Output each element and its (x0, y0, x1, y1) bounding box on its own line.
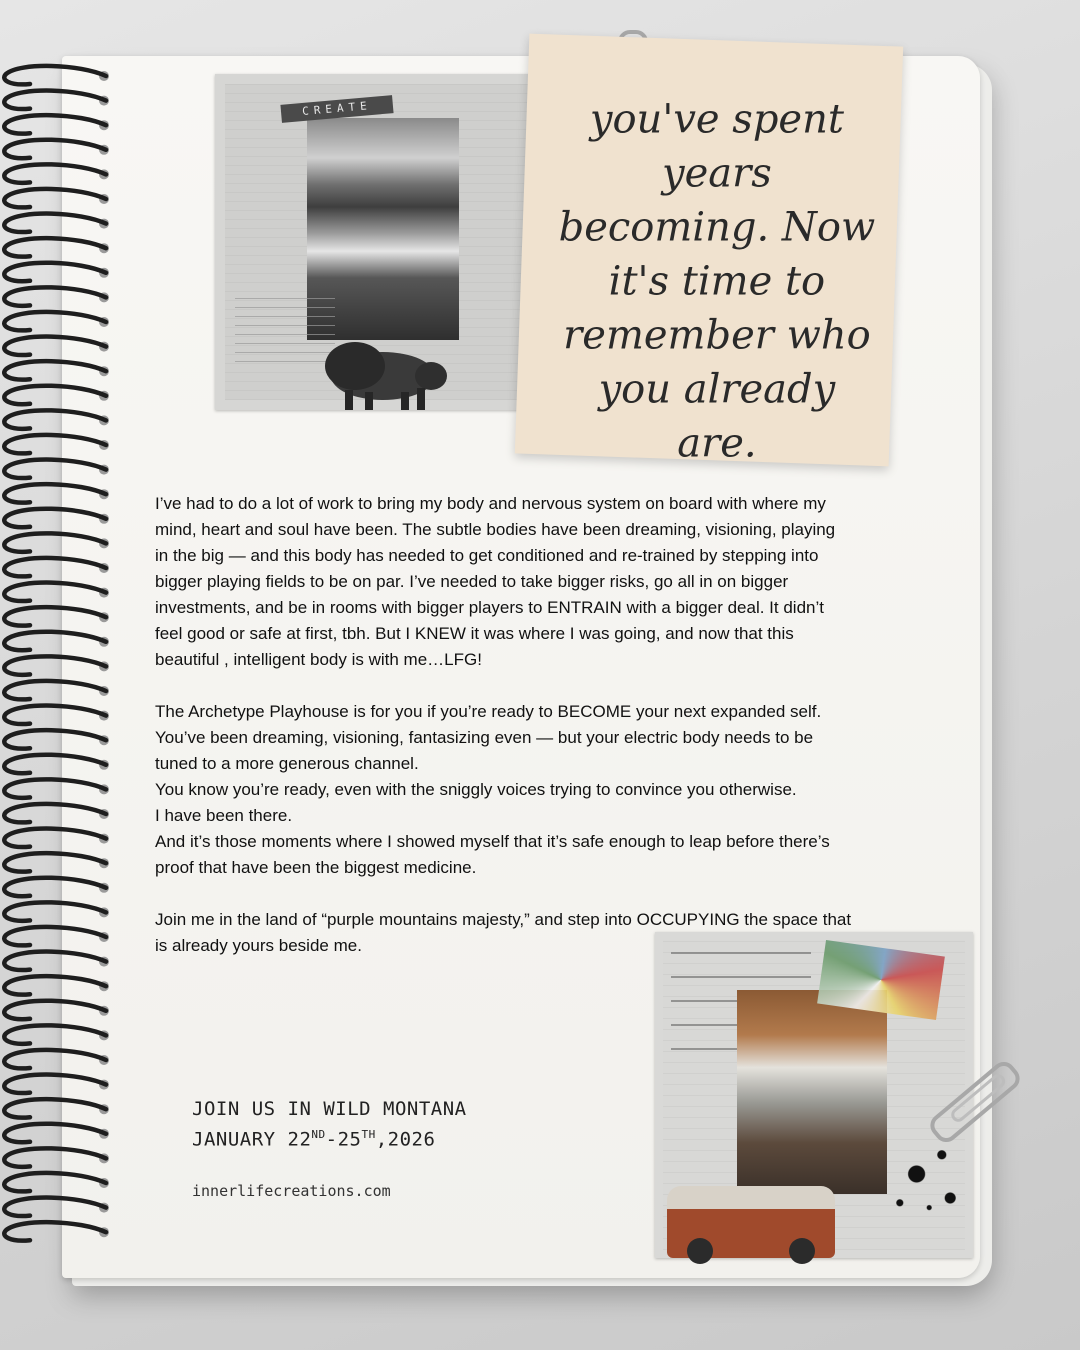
text-line: proof that have been the biggest medicine. (155, 858, 477, 877)
spiral-coil (4, 1025, 106, 1043)
sticky-note (515, 34, 903, 467)
bison-image (317, 336, 457, 412)
body-text (155, 491, 935, 985)
spiral-coil (4, 1173, 106, 1191)
spiral-coil (4, 681, 106, 699)
spiral-coil (4, 878, 106, 896)
spiral-coil (4, 976, 106, 994)
event-dates (192, 1122, 467, 1152)
text-line: investments, and be in rooms with bigger players to ENTRAIN with a bigger deal. It didn’t (155, 598, 824, 617)
text-line: I’ve had to do a lot of work to bring my body and nervous system on board with where my (155, 494, 826, 513)
text-line: is already yours beside me. (155, 936, 362, 955)
collage-paper (663, 940, 965, 1250)
spiral-coil (4, 410, 106, 428)
paragraph-2 (155, 699, 935, 881)
spiral-coil (4, 484, 106, 502)
ink-splatter (883, 1126, 967, 1222)
spiral-coil (4, 361, 106, 379)
spiral-coil (4, 558, 106, 576)
spiral-coil (4, 386, 106, 404)
spiral-coil (4, 189, 106, 207)
text-line: tuned to a more generous channel. (155, 754, 419, 773)
text-line: beautiful , intelligent body is with me…LFG! (155, 650, 482, 669)
spiral-coil (4, 1198, 106, 1216)
spiral-coil (4, 730, 106, 748)
date-start: JANUARY 22 (192, 1128, 312, 1151)
date-suffix-th: TH (361, 1128, 376, 1141)
spiral-coil (4, 533, 106, 551)
spiral-coil (4, 804, 106, 822)
text-line: feel good or safe at first, tbh. But I KNEW it was where I was going, and now that this (155, 624, 794, 643)
spiral-coil (4, 1148, 106, 1166)
spiral-coil (4, 1001, 106, 1019)
spiral-coil (4, 607, 106, 625)
spiral-coil (4, 902, 106, 920)
text-line: You know you’re ready, even with the sniggly voices trying to convince you otherwise. (155, 780, 797, 799)
spiral-coil (4, 779, 106, 797)
spiral-coil (4, 853, 106, 871)
spiral-coil (4, 66, 106, 84)
spiral-coil (4, 829, 106, 847)
spiral-coil (4, 509, 106, 527)
spiral-coil (4, 1099, 106, 1117)
spiral-coil (4, 337, 106, 355)
text-line: And it’s those moments where I showed myself that it’s safe enough to leap before there’s (155, 832, 830, 851)
spiral-coil (4, 927, 106, 945)
spiral-coil (4, 460, 106, 478)
spiral-coil (4, 952, 106, 970)
website-url: innerlifecreations.com (192, 1182, 391, 1201)
spiral-coil (4, 312, 106, 330)
spiral-coil (4, 1075, 106, 1093)
text-line: The Archetype Playhouse is for you if you’re ready to BECOME your next expanded self. (155, 702, 822, 721)
spiral-coil (4, 435, 106, 453)
date-end: -25 (325, 1128, 362, 1151)
vintage-van-image (667, 1186, 835, 1258)
spiral-coil (4, 583, 106, 601)
top-photo-collage (215, 74, 541, 410)
text-line: I have been there. (155, 806, 293, 825)
spiral-coil (4, 164, 106, 182)
date-suffix-nd: ND (311, 1128, 326, 1141)
spiral-coil (4, 755, 106, 773)
text-line: Join me in the land of “purple mountains majesty,” and step into OCCUPYING the space that (155, 910, 852, 929)
spiral-coil (4, 140, 106, 158)
spiral-coil (4, 1124, 106, 1142)
spiral-coil (4, 287, 106, 305)
bottom-photo-collage (655, 932, 973, 1258)
text-line: You’ve been dreaming, visioning, fantasizing even — but your electric body needs to be (155, 728, 814, 747)
spiral-coil (4, 632, 106, 650)
sticky-note-text: you've spent years becoming. Now it's time to remember who you already are. (558, 96, 876, 467)
event-info (192, 1096, 467, 1200)
date-year: ,2026 (375, 1128, 436, 1151)
spiral-coil (4, 91, 106, 109)
spiral-binding (0, 60, 120, 1260)
spiral-coil (4, 263, 106, 281)
event-headline: JOIN US IN WILD MONTANA (192, 1098, 467, 1120)
spiral-coil (4, 115, 106, 133)
spiral-coil (4, 656, 106, 674)
paragraph-1 (155, 491, 935, 673)
text-line: mind, heart and soul have been. The subtle bodies have been dreaming, visioning, playing (155, 520, 836, 539)
cabin-interior-photo (737, 990, 887, 1194)
spiral-coil (4, 706, 106, 724)
spiral-coil (4, 1222, 106, 1240)
create-label-tape: CREATE (280, 95, 393, 123)
spiral-coil (4, 214, 106, 232)
spiral-coil (4, 1050, 106, 1068)
text-line: bigger playing fields to be on par. I’ve needed to take bigger risks, go all in on bigger (155, 572, 789, 591)
spiral-coil (4, 238, 106, 256)
collage-paper (225, 84, 531, 400)
text-line: in the big — and this body has needed to get conditioned and re-trained by stepping into (155, 546, 819, 565)
